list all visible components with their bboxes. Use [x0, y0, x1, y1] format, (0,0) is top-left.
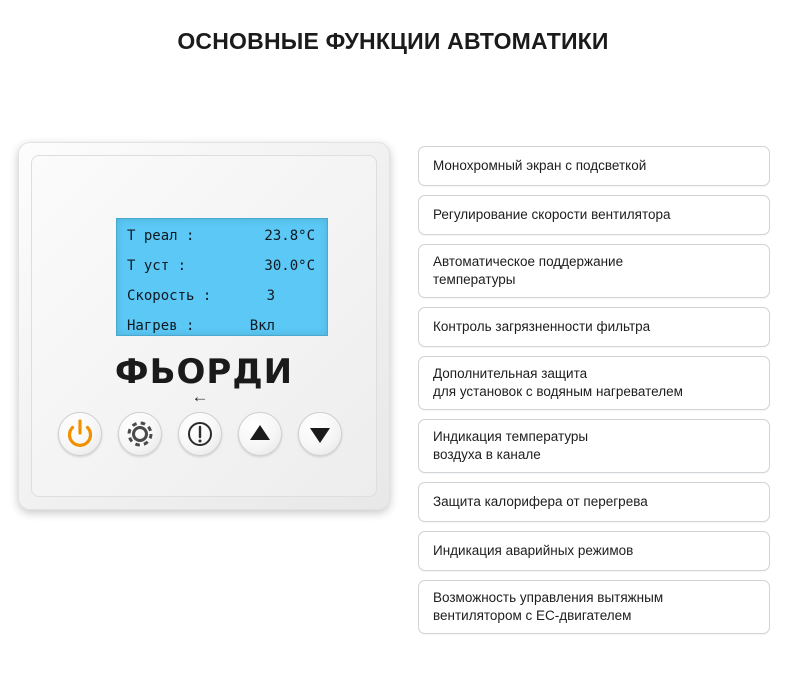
lcd-value-speed: 3 — [266, 288, 275, 304]
lcd-value-t-set: 30.0°C — [264, 258, 315, 274]
lcd-label-t-set: Т уст : — [127, 258, 187, 274]
feature-line-1: Индикация аварийных режимов — [433, 543, 634, 558]
triangle-down-icon — [299, 413, 341, 455]
feature-line-2: для установок с водяным нагревателем — [433, 384, 683, 399]
lcd-row — [117, 253, 327, 279]
list-item — [418, 195, 770, 235]
list-item — [418, 146, 770, 186]
button-row — [58, 387, 350, 476]
power-icon — [59, 413, 101, 455]
list-item — [418, 482, 770, 522]
down-button[interactable] — [298, 412, 342, 456]
settings-button[interactable] — [118, 412, 162, 456]
feature-line-1: Контроль загрязненности фильтра — [433, 319, 651, 334]
lcd-row — [117, 223, 327, 249]
page-title: ОСНОВНЫЕ ФУНКЦИИ АВТОМАТИКИ — [177, 28, 609, 54]
controller-faceplate — [31, 155, 377, 497]
lcd-label-heating: Нагрев : — [127, 318, 195, 334]
feature-line-1: Регулирование скорости вентилятора — [433, 207, 671, 222]
lcd-value-heating: Вкл — [249, 318, 275, 334]
lcd-label-speed: Скорость : — [127, 288, 212, 304]
up-button[interactable] — [238, 412, 282, 456]
lcd-value-t-real: 23.8°C — [264, 228, 315, 244]
list-item — [418, 356, 770, 410]
feature-line-2: температуры — [433, 272, 516, 287]
lcd-row — [117, 313, 327, 339]
back-arrow-icon: ← — [191, 387, 209, 406]
feature-line-1: Возможность управления вытяжным — [433, 590, 664, 605]
power-button[interactable] — [58, 412, 102, 456]
list-item — [418, 580, 770, 634]
feature-line-1: Индикация температуры — [433, 429, 589, 444]
alert-icon — [179, 413, 221, 455]
feature-line-1: Дополнительная защита — [433, 366, 588, 381]
feature-list — [418, 146, 770, 643]
alarm-button[interactable] — [178, 412, 222, 456]
lcd-display — [116, 218, 328, 336]
lcd-row — [117, 283, 327, 309]
gear-icon — [119, 413, 161, 455]
triangle-up-icon — [239, 413, 281, 455]
list-item — [418, 419, 770, 473]
lcd-label-t-real: Т реал : — [127, 228, 195, 244]
feature-line-1: Монохромный экран с подсветкой — [433, 158, 647, 173]
brand-logo: ФЬОРДИ — [114, 352, 294, 392]
feature-line-1: Автоматическое поддержание — [433, 254, 624, 269]
list-item — [418, 307, 770, 347]
controller-device — [18, 142, 390, 510]
feature-line-1: Защита калорифера от перегрева — [433, 494, 648, 509]
list-item — [418, 244, 770, 298]
feature-line-2: воздуха в канале — [433, 447, 541, 462]
list-item — [418, 531, 770, 571]
feature-line-2: вентилятором с ЕС-двигателем — [433, 608, 632, 623]
